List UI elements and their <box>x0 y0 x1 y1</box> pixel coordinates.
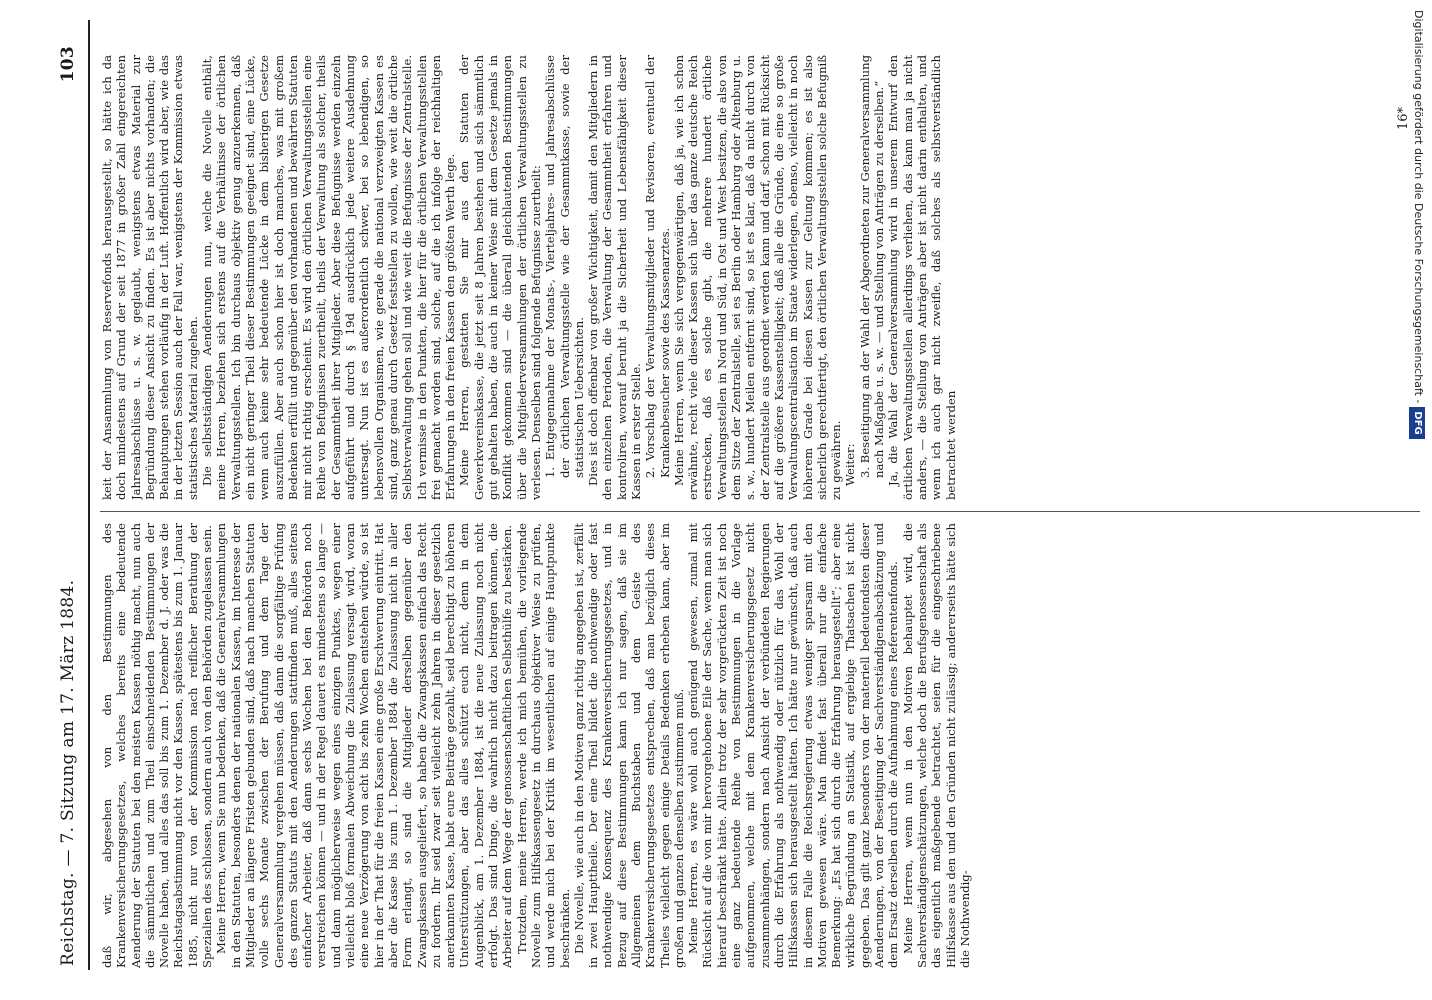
paragraph: keit der Ansammlung von Reservefonds herausgestellt, so hätte ich da doch mindestens auf Grund der seit 1877 in großer Zahl eingereichten Jahresabschlüsse u. s. w. geglaubt, wenigstens etwas Material zur Begründung dieser Ansicht zu finden. Es ist aber nichts vorhanden; die Behauptungen stehen vorläufig in der Luft. Hoffentlich wird aber, wie das in der letzten Session auch der Fall war, wenigstens der Kommission etwas statistisches Material zugehen. <box>100 55 200 500</box>
page-number: 103 <box>58 46 78 83</box>
right-column <box>100 55 1430 500</box>
paragraph: Meine Herren, wenn Sie nun bedenken, daß die Generalversammlungen in den Statuten, besonders denen der nationalen Kassen, im Interesse der Mitglieder an längere Fristen gebunden sind, daß nach manchen Statuten volle sechs Monate zwischen der Berufung und dem Tage der Generalversammlung vergehen müssen, daß dann die sorgfältige Prüfung des ganzen Statuts mit den Aenderungen stattfinden muß, alles seitens einfacher Arbeiter, daß dann sechs Wochen bei den Behörden noch verstreichen können — und in der Regel dauert es mindestens so lange — und dann möglicherweise wegen eines einzigen Punktes, wegen einer vielleicht bloß formalen Abweichung die Zulassung versagt wird, woran eine neue Verzögerung von acht bis zehn Wochen entstehen würde, so ist hier in der That für die freien Kassen eine große Erschwerung eintritt. Hat aber die Kasse bis zum 1. Dezember 1884 die Zulassung nicht in aller Form erlangt, so sind die Mitglieder derselben gegenüber den Zwangskassen ausgeliefert, so haben die Zwangskassen einfach das Recht zu fordern. Ihr seid zwar seit vielleicht zehn Jahren in dieser gesetzlich anerkannten Kasse, habt eure Beiträge gezahlt, seid berechtigt zu höheren Unterstützungen, aber das alles schützt euch nicht, denn in dem Augenblick, am 1. Dezember 1884, ist die neue Zulassung noch nicht erfolgt. Das sind Dinge, die wahrlich nicht dazu beitragen können, die Arbeiter auf dem Wege der genossenschaftlichen Selbsthülfe zu bestärken. <box>214 523 515 968</box>
paragraph: Dies ist doch offenbar von großer Wichtigkeit, damit den Mitgliedern in den einzelnen Perioden, die Verwaltung der Gesammtheit erfahren und kontroliren, worauf beruht ja die Sicherheit und Lebensfähigkeit dieser Kassen in erster Stelle. <box>586 55 643 500</box>
paragraph: Die Novelle, wie auch in den Motiven ganz richtig angegeben ist, zerfällt in zwei Haupttheile. Der eine Theil bildet die nothwendige oder fast nothwendige Konsequenz des Krankenversicherungsgesetzes, und in Bezug auf diese Bestimmungen kann ich nur sagen, daß sie im Allgemeinen dem Buchstaben und dem Geiste des Krankenversicherungsgesetzes entsprechen, daß man bezüglich dieses Theiles vielleicht gegen einige Details Bedenken erheben kann, aber im großen und ganzen denselben zustimmen muß. <box>571 523 686 968</box>
dfg-note-text: Digitalisierung gefördert durch die Deutsche Forschungsgemeinschaft - <box>1412 10 1425 404</box>
dfg-side-note <box>1407 10 1429 990</box>
paragraph: daß wir, abgesehen von den Bestimmungen des Krankenversicherungsgesetzes, welches bereits eine bedeutende Aenderung der Statuten bei den meisten Kassen nöthig macht, nun auch die sämmtlichen und zum Theil einschneidenden Bestimmungen der Novelle haben, und alles das soll bis zum 1. Dezember d. J. oder was die Reichstagsabstimmung nicht vor den Kassen, spätestens bis zum 1. Januar 1885, nicht nur von der Kommission nach reiflicher Berathung der Spezialien des schlossen, sondern auch von den Behörden zugelassen sein. <box>100 523 215 968</box>
dfg-logo: DFG <box>1409 407 1425 438</box>
list-item: 1. Entgegennahme der Monats-, Vierteljahres- und Jahresabschlüsse der örtlichen Verwaltungsstelle wie der Gesammtkasse, sowie der statistischen Uebersichten. <box>543 55 586 478</box>
running-head: Reichstag. — 7. Sitzung am 17. März 1884. <box>58 579 78 966</box>
paragraph: Meine Herren, wenn Sie sich vergegenwärtigen, daß ja, wie ich schon erwähnte, recht viele dieser Kassen sich über das ganze deutsche Reich erstrecken, daß es solche gibt, die mehrere hundert örtliche Verwaltungsstellen in Nord und Süd, in Ost und West besitzen, die also von dem Sitze der Zentralstelle, sei es Berlin oder Hamburg oder Altenburg u. s. w., hundert Meilen entfernt sind, so ist es klar, daß da nicht durch von der Zentralstelle aus geordnet werden kann und darf, schon mit Rücksicht auf die größere Kassenstelligkeit; daß alle die Gründe, die eine so große Verwaltungscentralisation im Staate widerlegen, ebenso, vielleicht in noch höherem Grade bei diesen Kassen zur Geltung kommen; es ist also sicherlich gerechtfertigt, den örtlichen Verwaltungsstellen solche Befugniß zu gewähren. <box>671 55 844 500</box>
paragraph: Weiter: <box>843 443 858 486</box>
list-item: 3. Beseitigung an der Wahl der Abgeordneten zur Generalversammlung nach Maßgabe u. s. w. — und Stellung von Anträgen zu derselben.“ <box>857 55 887 478</box>
header-rule <box>88 20 90 970</box>
paragraph: Meine Herren, gestatten Sie mir aus den Statuten der Gewerkvereinskasse, die jetzt seit 8 Jahren bestehen und sich sämmtlich gut gehalten haben, die auch in keiner Weise mit dem Gesetze jemals in Konflikt gekommen sind — die überall gleichlautenden Bestimmungen über die Mitgliederversammlungen der örtlichen Verwaltungsstellen zu verlesen. Denselben sind folgende Befugnisse zuertheilt: <box>457 55 543 500</box>
page-header <box>58 6 84 966</box>
paragraph: Trotzdem, meine Herren, werde ich mich bemühen, die vorliegende Novelle zum Hilfskassengesetz in durchaus objektiver Weise zu prüfen, und werde mich bei der Kritik im wesentlichen auf einige Hauptpunkte beschränken. <box>514 523 572 968</box>
paragraph: Ja, die Wahl der Generalversammlung wird in unserem Entwurf den örtlichen Verwaltungsstellen allerdings verliehen, das kann man ja nicht anders, — die Stellung von Anträgen aber ist nicht darin enthalten, und wenn ich auch gar nicht zweifle, daß solches als selbstverständlich betrachtet werden <box>886 55 958 500</box>
list-item: 2. Vorschlag der Verwaltungsmitglieder und Revisoren, eventuell der Krankenbesucher sowie des Kassenarztes. <box>643 55 672 478</box>
paragraph: Meine Herren, es wäre wohl auch genügend gewesen, zumal mit Rücksicht auf die von mir hervorgehobene Eile der Sache, wenn man sich hierauf beschränkt hätte. Allein trotz der sehr vorgerückten Zeit ist noch eine ganz bedeutende Reihe von Bestimmungen in die Vorlage aufgenommen, welche mit dem Krankenversicherungsgesetz nicht zusammenhängen, sondern nach Ansicht der verbündeten Regierungen durch die Erfahrung als nothwendig oder nützlich für das Wohl der Hilfskassen sich herausgestellt hätten. Ich hätte nur gewünscht, daß auch in diesem Falle die Reichsregierung etwas weniger sparsam mit den Motiven gewesen wäre. Man findet fast überall nur die einfache Bemerkung: „Es hat sich durch die Erfahrung herausgestellt“; aber eine wirkliche Begründung an Statistik, auf ergiebige Thatsachen ist nicht gegeben. Das gilt ganz besonders von der materiell bedeutendsten dieser Aenderungen, von der Beseitigung der Sachverständigenabschätzung und dem Ersatz derselben durch die Aufnahmung eines Referentenfonds. <box>686 523 901 968</box>
paragraph: Meine Herren, wenn nun in den Motiven behauptet wird, die Sachverständigenschätzungen, welche doch die Berufsgenossenschaft als das eigentlich maßgebende betrachtet, seien für die eingeschriebene Hilfskasse aus den und den Gründen nicht zulässig; andererseits hätte sich die Nothwendig- <box>900 523 972 968</box>
signature-mark: 16* <box>1396 106 1411 130</box>
column-divider <box>100 511 1420 512</box>
left-column <box>100 523 1430 968</box>
paragraph: Die selbstständigen Aenderungen nun, welche die Novelle enthält, meine Herren, beziehen sich erstens auf die Verhältnisse der örtlichen Verwaltungsstellen. Ich bin durchaus objektiv genug anzuerkennen, daß ein nicht geringer Theil dieser Bestimmungen geeignet sind, eine Lücke, wenn auch keine sehr bedeutende Lücke in dem bisherigen Gesetze auszufüllen. Aber auch schon hier ist doch manches, was mit großem Bedenken erfüllt und gegenüber den vorhandenen und bewährten Statuten mir nicht richtig erscheint. Es wird den örtlichen Verwaltungsstellen eine Reihe von Befugnissen zuertheilt, theils der Verwaltung als solcher, theils der Gesammtheit ihrer Mitglieder. Aber diese Befugnisse werden einzeln aufgeführt und durch § 19d ausdrücklich jede weitere Ausdehnung untersagt. Nun ist es außerordentlich schwer, bei so lebendigen, so lebensvollen Organismen, wie gerade die national verzweigten Kassen es sind, ganz genau durch Gesetz feststellen zu wollen, wie weit die örtliche Selbstverwaltung gehen soll und wie weit die Befugnisse der Zentralstelle. Ich vermisse in den Punkten, die hier für die örtlichen Verwaltungsstellen frei gemacht worden sind, solche, auf die ich infolge der reichhaltigen Erfahrungen in den freien Kassen den größten Werth lege. <box>200 55 458 500</box>
